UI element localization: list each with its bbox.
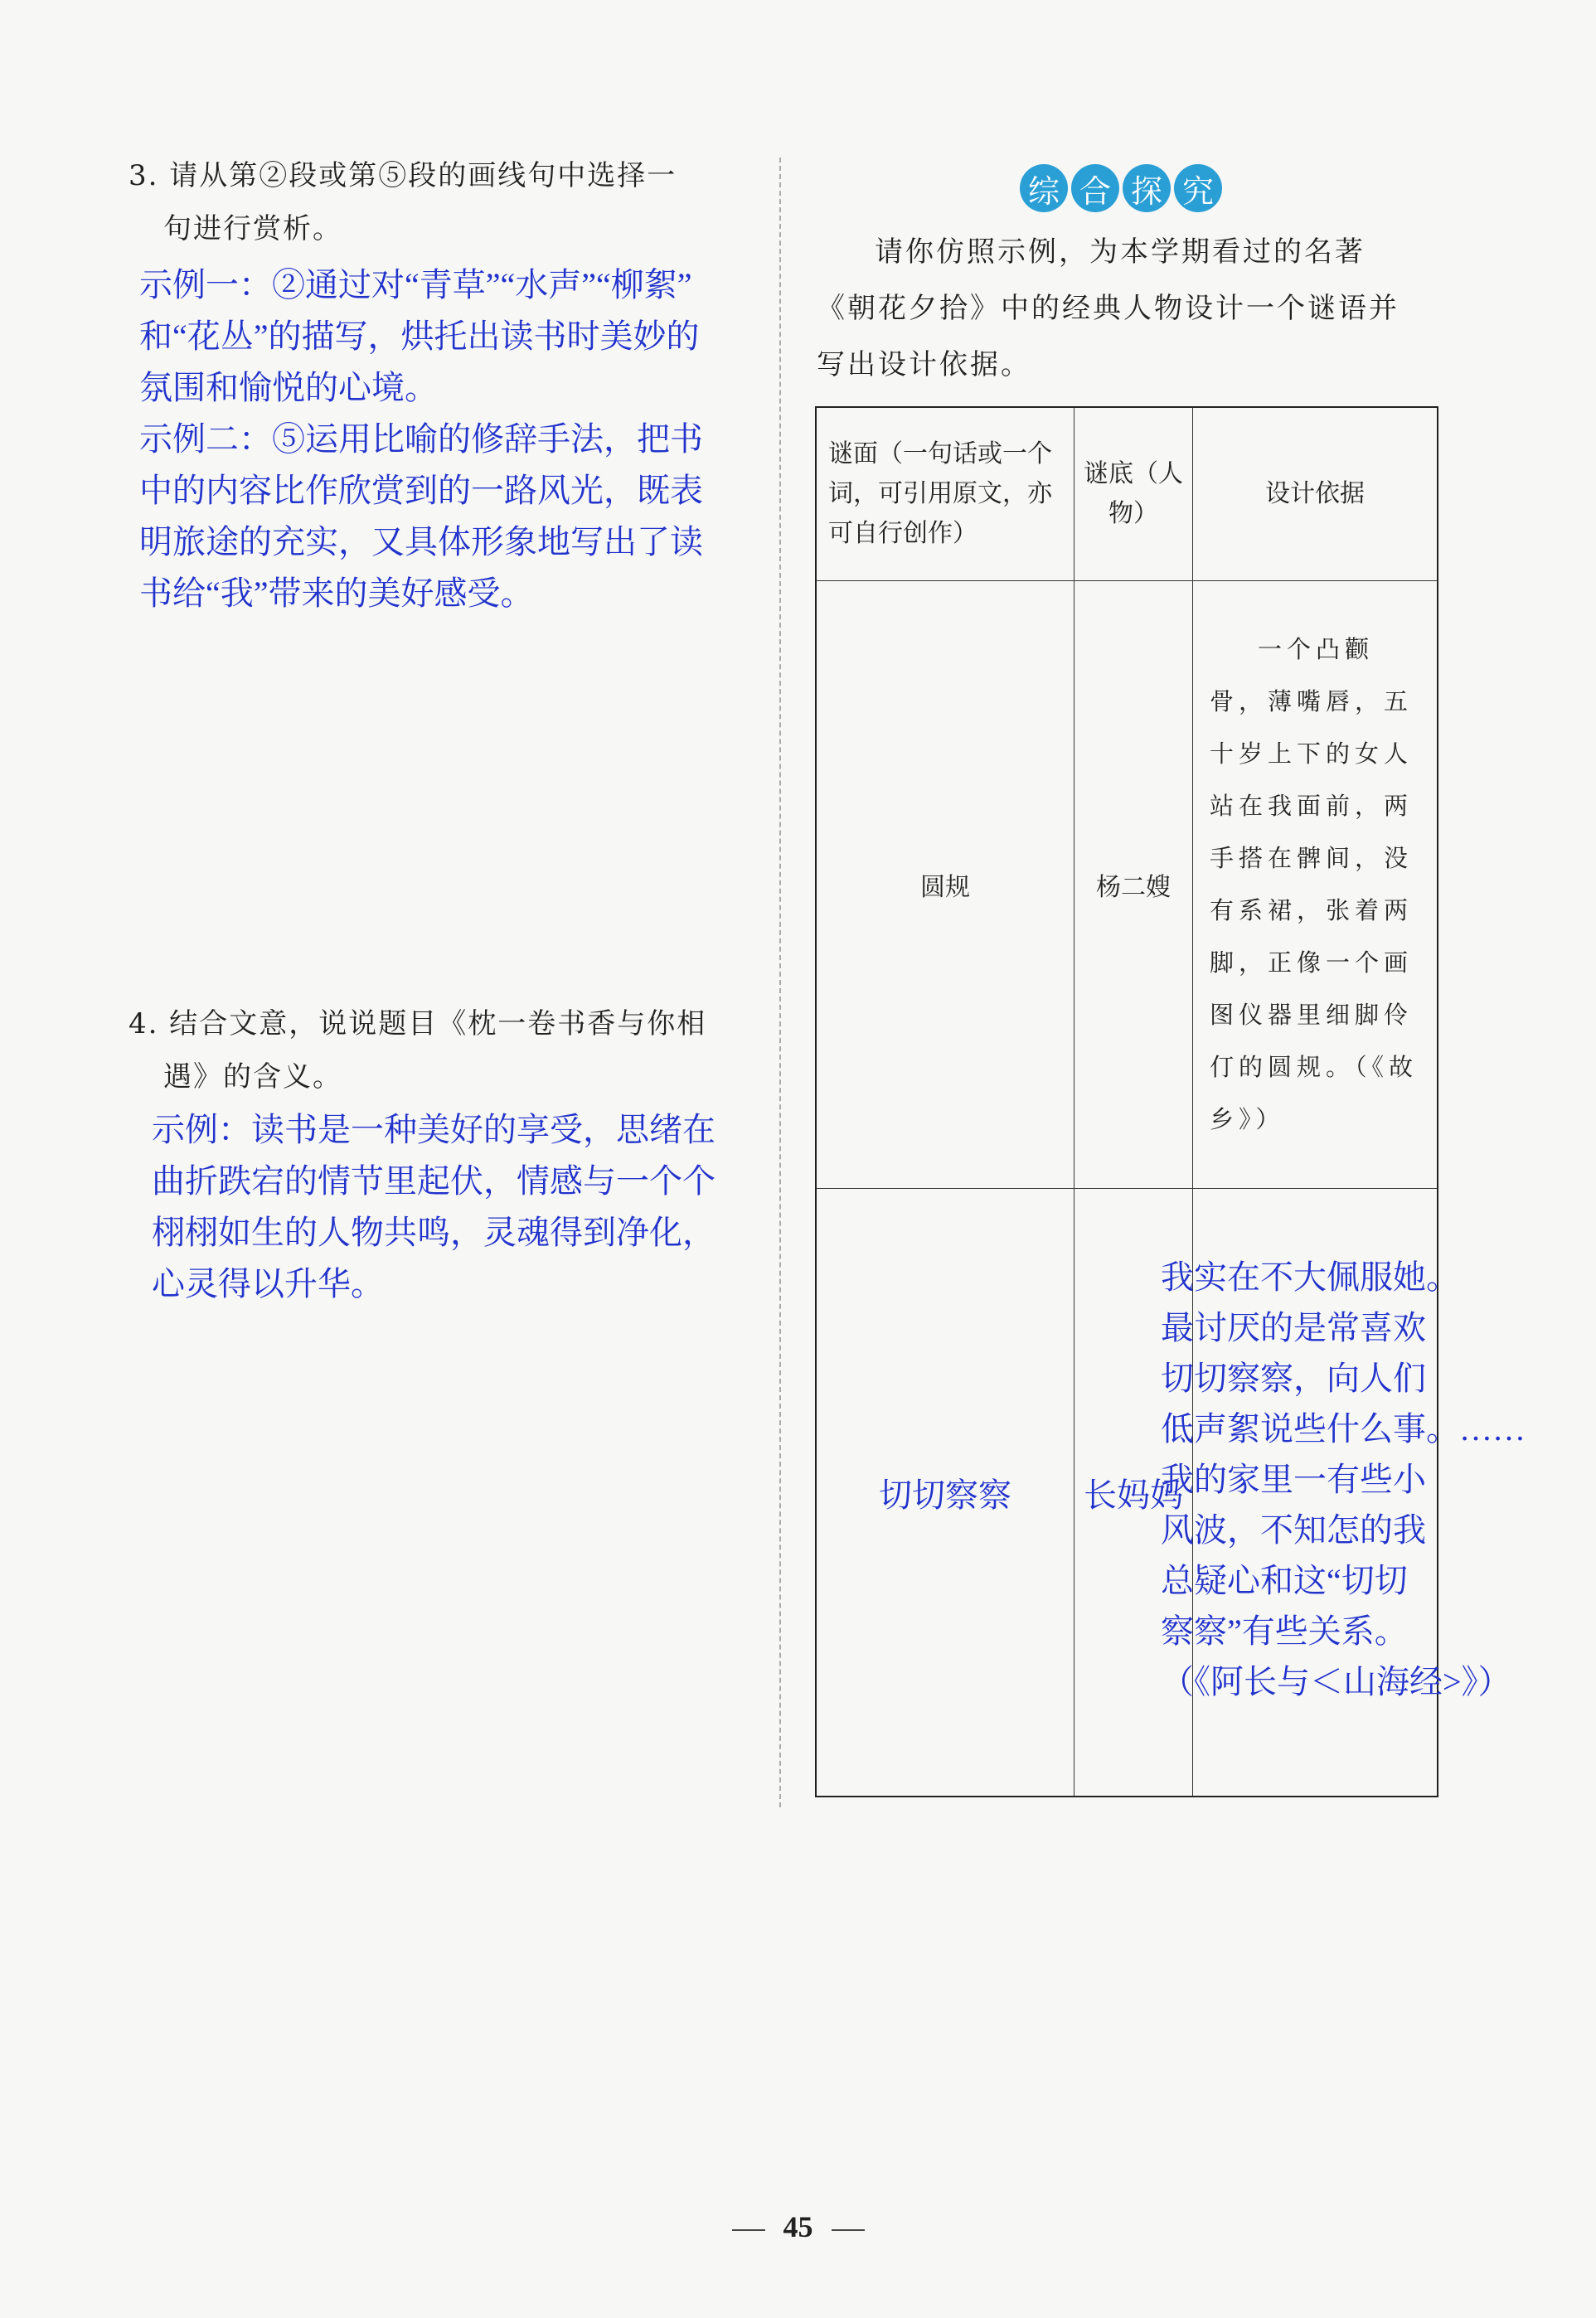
- question-4-line1: 4. 结合文意，说说题目《枕一卷书香与你相: [129, 1007, 707, 1040]
- question-3-line1: 3. 请从第②段或第⑤段的画线句中选择一: [129, 159, 677, 192]
- section-title-char: 综: [1020, 164, 1068, 212]
- answer-line: 示例二：⑤运用比喻的修辞手法，把书: [139, 420, 703, 458]
- section-title-char: 合: [1071, 164, 1119, 212]
- header-answer: 谜底（人物）: [1075, 407, 1193, 581]
- basis-line: 察察”有些关系。: [1161, 1612, 1408, 1650]
- basis-line: （《阿长与＜山海经>》）: [1161, 1663, 1511, 1700]
- answer-line: 中的内容比作欣赏到的一路风光，既表: [139, 472, 703, 509]
- example-basis: 一个凸颧骨，薄嘴唇，五十岁上下的女人站在我面前，两手搭在髀间，没有系裙，张着两脚，正像一个画图仪器里细脚伶仃的圆规。（《故乡》）: [1193, 581, 1438, 1189]
- answer-line: 曲折跌宕的情节里起伏，情感与一个个: [152, 1162, 716, 1200]
- basis-line: 切切察察，向人们: [1161, 1360, 1426, 1397]
- answer-line: 示例：读书是一种美好的享受，思绪在: [152, 1111, 716, 1148]
- header-basis: 设计依据: [1193, 407, 1438, 581]
- basis-line: 我的家里一有些小: [1161, 1461, 1426, 1498]
- column-divider: [779, 158, 781, 1807]
- question-4-line2: 遇》的含义。: [163, 1060, 342, 1094]
- page-dash: [732, 2229, 765, 2231]
- page-number-text: 45: [783, 2210, 813, 2243]
- example-riddle: 圆规: [816, 581, 1075, 1189]
- intro-line: 写出设计依据。: [817, 348, 1031, 381]
- header-riddle: 谜面（一句话或一个词，可引用原文，亦可自行创作）: [816, 407, 1075, 581]
- section-title-char: 探: [1123, 164, 1171, 212]
- basis-line: 最讨厌的是常喜欢: [1161, 1309, 1426, 1346]
- answer-line: 和“花丛”的描写，烘托出读书时美妙的: [139, 318, 700, 355]
- answer-line: 书给“我”带来的美好感受。: [139, 575, 534, 612]
- question-3-answer: [139, 259, 703, 619]
- basis-line: 低声絮说些什么事。……: [1161, 1410, 1526, 1448]
- table-row: [816, 581, 1438, 1189]
- question-3-line2: 句进行赏析。: [163, 212, 342, 245]
- task-intro: [817, 224, 1447, 393]
- answer-line: 示例一：②通过对“青草”“水声”“柳絮”: [139, 266, 692, 303]
- question-3: [129, 149, 759, 255]
- filled-basis: [1161, 1252, 1559, 1707]
- filled-answer: 长妈妈: [1075, 1189, 1193, 1797]
- question-4: [129, 997, 759, 1103]
- page-dash: [832, 2229, 865, 2231]
- page-number: [0, 2209, 1596, 2244]
- answer-line: 明旅途的充实，又具体形象地写出了读: [139, 523, 703, 560]
- answer-line: 栩栩如生的人物共鸣，灵魂得到净化，: [152, 1214, 716, 1251]
- question-4-answer: [152, 1104, 716, 1310]
- section-title: [1020, 164, 1222, 212]
- answer-line: 心灵得以升华。: [152, 1265, 384, 1302]
- intro-line: 请你仿照示例，为本学期看过的名著: [875, 235, 1366, 269]
- basis-line: 总疑心和这“切切: [1161, 1562, 1408, 1599]
- table-header-row: [816, 407, 1438, 581]
- filled-riddle: 切切察察: [816, 1189, 1075, 1797]
- answer-line: 氛围和愉悦的心境。: [139, 369, 438, 406]
- basis-line: 我实在不大佩服她。: [1161, 1258, 1459, 1296]
- example-answer: 杨二嫂: [1075, 581, 1193, 1189]
- intro-line: 《朝花夕拾》中的经典人物设计一个谜语并: [817, 292, 1400, 325]
- section-title-char: 究: [1174, 164, 1222, 212]
- basis-line: 风波，不知怎的我: [1161, 1511, 1426, 1549]
